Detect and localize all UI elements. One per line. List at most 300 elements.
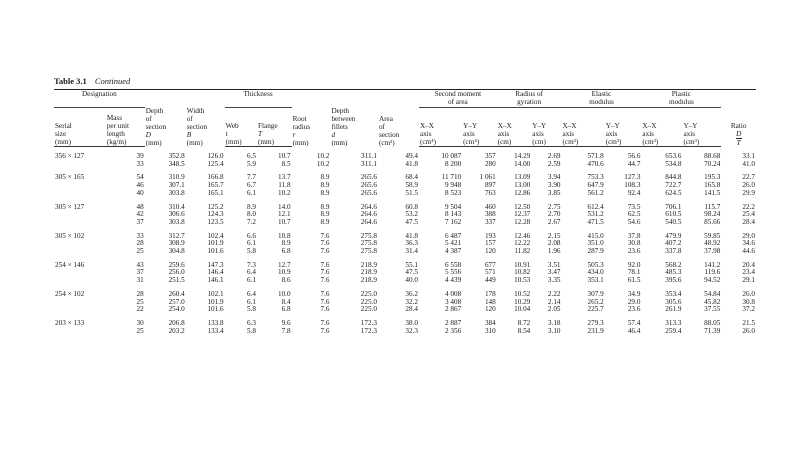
table-cell: 897 [484, 181, 496, 190]
table-cell: 25 [136, 247, 144, 256]
section-properties-table [54, 89, 756, 335]
table-cell: 303.8 [168, 217, 185, 226]
table-cell: 32.3 [405, 326, 418, 335]
table-cell: 307.1 [168, 181, 185, 190]
table-cell: 88.05 [704, 318, 721, 327]
table-cell: 357 [484, 152, 496, 160]
table-cell: 218.9 [360, 276, 377, 285]
table-cell: 108.3 [624, 181, 641, 190]
table-cell: 68.4 [405, 173, 418, 182]
table-cell: 10 087 [441, 152, 462, 160]
table-cell: 2.15 [547, 231, 561, 240]
table-cell: 36.3 [405, 239, 418, 248]
table-cell: 653.6 [665, 152, 682, 160]
table-cell: 6.1 [247, 239, 257, 248]
table-cell: 7.7 [247, 173, 257, 182]
table-cell: 58.9 [405, 181, 418, 190]
table-cell: 203.2 [168, 326, 185, 335]
table-row [54, 256, 756, 270]
table-cell: 2.22 [547, 289, 561, 298]
table-cell: 36.2 [405, 289, 418, 298]
width-header: Width of section B (mm) [186, 90, 225, 147]
serial-size-empty-cell [54, 161, 106, 169]
table-cell: 2.67 [547, 217, 561, 226]
elastic-xx-header: X–X axis (cm³) [562, 108, 605, 147]
table-cell: 44.6 [742, 247, 755, 256]
table-cell: 310 [484, 326, 496, 335]
table-cell: 10.2 [277, 188, 291, 197]
table-cell: 485.3 [665, 268, 682, 277]
table-cell: 5.8 [247, 305, 257, 314]
table-cell: 5.9 [247, 159, 257, 168]
table-cell: 10.04 [514, 305, 531, 314]
table-cell: 1.96 [547, 247, 561, 256]
table-cell: 146.1 [207, 276, 224, 285]
table-cell: 337.8 [665, 247, 682, 256]
table-cell: 6 558 [444, 260, 462, 269]
mass-header: Mass per unit length (kg/m) [106, 108, 145, 147]
table-cell: 311.1 [361, 151, 377, 160]
table-cell: 39 [136, 152, 144, 160]
table-cell: 48.92 [704, 239, 721, 248]
table-cell: 70.24 [704, 159, 721, 168]
table-cell: 92.4 [627, 188, 641, 197]
table-cell: 23.4 [742, 268, 755, 277]
serial-size-empty-cell [54, 182, 106, 190]
table-cell: 534.8 [665, 159, 682, 168]
table-cell: 45.82 [704, 297, 721, 306]
table-cell: 23.6 [627, 305, 641, 314]
table-cell: 133.4 [207, 326, 224, 335]
table-cell: 7.6 [320, 326, 330, 335]
table-row [54, 227, 756, 241]
table-cell: 531.2 [587, 210, 604, 219]
table-cell: 7.6 [320, 231, 330, 240]
table-cell: 3.90 [547, 181, 561, 190]
table-cell: 29.0 [742, 231, 755, 240]
table-cell: 3.47 [547, 268, 561, 277]
table-cell: 33.1 [742, 151, 755, 160]
table-cell: 8.9 [320, 181, 330, 190]
table-cell: 12.86 [514, 188, 531, 197]
table-row [54, 219, 756, 227]
table-cell: 71.39 [704, 326, 721, 335]
table-cell: 13.09 [514, 173, 531, 182]
table-cell: 225.7 [587, 305, 604, 314]
table-cell: 3.51 [547, 260, 561, 269]
table-cell: 568.2 [665, 260, 682, 269]
table-cell: 353.1 [587, 276, 604, 285]
table-cell: 434.0 [587, 268, 604, 277]
table-cell: 30 [136, 318, 144, 327]
table-cell: 115.7 [704, 202, 721, 211]
serial-size-empty-cell [54, 248, 106, 256]
table-cell: 21.5 [742, 318, 755, 327]
table-cell: 8.9 [281, 239, 291, 248]
table-row [54, 147, 756, 161]
serial-size-empty-cell [54, 211, 106, 219]
table-cell: 257.0 [168, 297, 185, 306]
serial-size-header: Serial size (mm) [54, 108, 106, 147]
table-cell: 251.5 [168, 276, 185, 285]
table-cell: 6.8 [281, 247, 291, 256]
table-cell: 60.8 [405, 202, 418, 211]
table-cell: 351.0 [587, 239, 604, 248]
table-cell: 306.6 [168, 210, 185, 219]
table-cell: 225.0 [360, 297, 377, 306]
table-cell: 449 [484, 276, 496, 285]
table-cell: 4 387 [444, 247, 462, 256]
table-cell: 10.7 [277, 217, 291, 226]
serial-size-empty-cell [54, 190, 106, 198]
table-cell: 6.4 [247, 268, 257, 277]
table-cell: 40.0 [405, 276, 418, 285]
table-cell: 120 [484, 247, 496, 256]
table-cell: 146.4 [207, 268, 224, 277]
table-cell: 33 [136, 159, 144, 168]
table-cell: 256.0 [168, 268, 185, 277]
table-cell: 275.8 [360, 239, 377, 248]
table-cell: 647.9 [587, 181, 604, 190]
table-cell: 395.6 [665, 276, 682, 285]
table-cell: 34.9 [627, 289, 641, 298]
table-cell: 8 200 [444, 159, 462, 168]
area-header: Area of section (cm²) [378, 90, 419, 147]
table-cell: 561.2 [587, 188, 604, 197]
serial-size-cell: 305 × 165 [55, 173, 85, 182]
table-cell: 10.82 [514, 268, 531, 277]
table-cell: 305.6 [665, 297, 682, 306]
table-cell: 41.0 [742, 159, 755, 168]
table-cell: 311.1 [361, 159, 377, 168]
table-cell: 10.8 [277, 231, 291, 240]
table-cell: 3.18 [547, 318, 561, 327]
table-cell: 57.4 [627, 318, 641, 327]
table-cell: 141.5 [704, 188, 721, 197]
table-cell: 265.6 [360, 173, 377, 182]
table-cell: 38.0 [405, 318, 418, 327]
table-cell: 12.28 [514, 217, 531, 226]
table-cell: 34.6 [742, 239, 755, 248]
table-cell: 14.29 [514, 152, 531, 160]
plastic-modulus-header: Plastic modulus [641, 90, 721, 108]
table-cell: 8.6 [281, 276, 291, 285]
serial-size-cell: 305 × 102 [55, 231, 85, 240]
table-cell: 264.6 [360, 202, 377, 211]
table-cell: 10.53 [514, 276, 531, 285]
table-cell: 722.7 [665, 181, 682, 190]
table-cell: 31 [136, 276, 144, 285]
table-cell: 46 [136, 181, 144, 190]
table-cell: 2.70 [547, 210, 561, 219]
table-cell: 8 523 [444, 188, 462, 197]
table-cell: 10.29 [514, 297, 531, 306]
table-cell: 9 504 [444, 202, 462, 211]
table-cell: 33 [136, 231, 144, 240]
table-cell: 8.9 [320, 173, 330, 182]
table-cell: 7.3 [247, 260, 257, 269]
table-cell: 101.9 [207, 297, 224, 306]
table-cell: 9 948 [444, 181, 462, 190]
table-cell: 8.54 [517, 326, 531, 335]
table-cell: 5 421 [444, 239, 462, 248]
table-cell: 49.4 [405, 151, 418, 160]
table-cell: 119.6 [704, 268, 721, 277]
table-cell: 7.8 [281, 326, 291, 335]
table-cell: 1 061 [479, 173, 496, 182]
table-cell: 165.1 [207, 188, 224, 197]
table-cell: 7.6 [320, 305, 330, 314]
table-cell: 4 008 [444, 289, 462, 298]
table-cell: 54 [136, 173, 144, 182]
table-cell: 6.4 [247, 289, 257, 298]
table-cell: 28.4 [405, 305, 418, 314]
table-cell: 8.4 [281, 297, 291, 306]
table-cell: 11.82 [514, 247, 531, 256]
table-cell: 26.0 [742, 289, 755, 298]
table-cell: 10.2 [316, 159, 330, 168]
table-cell: 47.5 [405, 217, 418, 226]
table-cell: 571.8 [587, 152, 604, 160]
table-cell: 42 [136, 210, 144, 219]
table-row [54, 161, 756, 169]
table-cell: 6.1 [247, 188, 257, 197]
second-moment-yy-header: Y–Y axis (cm⁴) [462, 108, 497, 147]
table-cell: 37.55 [704, 305, 721, 314]
table-cell: 166.8 [207, 173, 224, 182]
table-caption [54, 76, 756, 86]
table-cell: 101.6 [207, 305, 224, 314]
table-cell: 11.8 [278, 181, 291, 190]
table-cell: 471.5 [587, 217, 604, 226]
table-cell: 260.4 [168, 289, 185, 298]
table-cell: 98.24 [704, 210, 721, 219]
table-cell: 2.69 [547, 152, 561, 160]
web-header: Web t (mm) [225, 108, 257, 147]
table-cell: 32.2 [405, 297, 418, 306]
table-cell: 157 [484, 239, 496, 248]
table-cell: 337 [484, 217, 496, 226]
table-cell: 10.9 [277, 268, 291, 277]
ratio-header: Ratio D T [721, 90, 756, 147]
second-moment-xx-header: X–X axis (cm⁴) [419, 108, 462, 147]
table-cell: 4 439 [444, 276, 462, 285]
table-cell: 7.6 [320, 318, 330, 327]
table-cell: 2.75 [547, 202, 561, 211]
table-cell: 265.6 [360, 181, 377, 190]
table-cell: 178 [484, 289, 496, 298]
table-cell: 14.00 [514, 159, 531, 168]
table-cell: 10.91 [514, 260, 531, 269]
table-cell: 37.2 [742, 305, 755, 314]
table-cell: 7.6 [320, 276, 330, 285]
table-cell: 2.05 [547, 305, 561, 314]
table-cell: 310.9 [168, 173, 185, 182]
table-cell: 5.8 [247, 326, 257, 335]
table-cell: 479.9 [665, 231, 682, 240]
table-cell: 225.0 [360, 305, 377, 314]
table-cell: 31.4 [405, 247, 418, 256]
elastic-modulus-header: Elastic modulus [562, 90, 642, 108]
serial-size-cell: 356 × 127 [55, 152, 85, 160]
serial-size-cell: 203 × 133 [55, 318, 85, 327]
table-cell: 231.9 [587, 326, 604, 335]
table-cell: 28.4 [742, 217, 755, 226]
table-cell: 29.0 [627, 297, 641, 306]
table-subtitle: Continued [94, 76, 131, 86]
table-cell: 303.8 [168, 188, 185, 197]
table-cell: 5.8 [247, 247, 257, 256]
table-row [54, 285, 756, 299]
table-cell: 8.9 [320, 188, 330, 197]
serial-size-empty-cell [54, 269, 106, 277]
root-radius-header: Root radius r (mm) [292, 90, 331, 147]
table-cell: 384 [484, 318, 496, 327]
depth-header: Depth of section D (mm) [145, 90, 186, 147]
table-cell: 30.8 [627, 239, 641, 248]
table-cell: 3 408 [444, 297, 462, 306]
table-cell: 6.5 [247, 152, 257, 160]
table-cell: 47.5 [405, 268, 418, 277]
table-cell: 460 [484, 202, 496, 211]
table-cell: 6.1 [247, 297, 257, 306]
table-cell: 218.9 [360, 268, 377, 277]
table-cell: 280 [484, 159, 496, 168]
table-cell: 41.8 [405, 159, 418, 168]
table-cell: 25 [136, 326, 144, 335]
table-cell: 7.6 [320, 268, 330, 277]
serial-size-empty-cell [54, 306, 106, 314]
table-cell: 40 [136, 188, 144, 197]
table-cell: 415.0 [587, 231, 604, 240]
table-cell: 59.85 [704, 231, 721, 240]
table-cell: 218.9 [360, 260, 377, 269]
table-cell: 259.6 [168, 260, 185, 269]
table-cell: 8.72 [517, 318, 531, 327]
table-cell: 352.8 [168, 151, 185, 160]
table-cell: 13.00 [514, 181, 531, 190]
table-row [54, 168, 756, 182]
table-cell: 8 143 [444, 210, 462, 219]
flange-header: Flange T (mm) [257, 108, 292, 147]
table-cell: 6.6 [247, 231, 257, 240]
table-row [54, 328, 756, 336]
table-cell: 254.0 [168, 305, 185, 314]
serial-size-cell: 305 × 127 [55, 202, 85, 211]
table-cell: 7.6 [320, 260, 330, 269]
table-cell: 22 [136, 305, 144, 314]
table-cell: 259.4 [665, 326, 682, 335]
table-cell: 6.7 [247, 181, 257, 190]
table-cell: 310.4 [168, 202, 185, 211]
gyration-yy-header: Y–Y axis (cm) [531, 108, 561, 147]
table-cell: 313.3 [665, 318, 682, 327]
table-cell: 46.4 [627, 326, 641, 335]
table-cell: 540.5 [665, 217, 682, 226]
table-cell: 8.9 [320, 210, 330, 219]
table-cell: 304.8 [168, 247, 185, 256]
table-cell: 29.9 [742, 188, 755, 197]
second-moment-header: Second moment of area [419, 90, 497, 108]
table-cell: 12.46 [514, 231, 531, 240]
table-cell: 348.5 [168, 159, 185, 168]
serial-size-cell: 254 × 146 [55, 260, 85, 269]
designation-header: Designation [54, 90, 145, 108]
table-cell: 25 [136, 297, 144, 306]
table-cell: 125.2 [207, 202, 224, 211]
table-cell: 101.9 [207, 239, 224, 248]
table-cell: 56.6 [627, 152, 641, 160]
table-cell: 287.9 [587, 247, 604, 256]
table-cell: 14.0 [277, 202, 291, 211]
table-cell: 127.3 [624, 173, 641, 182]
table-cell: 6.8 [281, 305, 291, 314]
table-cell: 88.68 [704, 152, 721, 160]
table-cell: 102.4 [207, 231, 224, 240]
table-cell: 126.0 [207, 151, 224, 160]
table-cell: 8.9 [247, 202, 257, 211]
table-row [54, 306, 756, 314]
table-cell: 225.0 [360, 289, 377, 298]
table-cell: 92.0 [627, 260, 641, 269]
table-cell: 2 887 [444, 318, 462, 327]
table-cell: 172.3 [360, 326, 377, 335]
table-cell: 388 [484, 210, 496, 219]
table-cell: 624.5 [665, 188, 682, 197]
table-cell: 43 [136, 260, 144, 269]
table-cell: 133.8 [207, 318, 224, 327]
table-cell: 7.6 [320, 289, 330, 298]
table-cell: 5 556 [444, 268, 462, 277]
table-cell: 275.8 [360, 247, 377, 256]
elastic-yy-header: Y–Y axis (cm³) [605, 108, 642, 147]
table-cell: 37.98 [704, 247, 721, 256]
table-cell: 13.7 [277, 173, 291, 182]
table-cell: 123.5 [207, 217, 224, 226]
serial-size-empty-cell [54, 299, 106, 307]
table-cell: 12.7 [277, 260, 291, 269]
table-cell: 612.4 [587, 202, 604, 211]
table-cell: 3.10 [547, 326, 561, 335]
table-cell: 2 356 [444, 326, 462, 335]
table-cell: 7.6 [320, 239, 330, 248]
table-row [54, 248, 756, 256]
table-row [54, 277, 756, 285]
table-cell: 265.2 [587, 297, 604, 306]
plastic-yy-header: Y–Y axis (cm³) [682, 108, 721, 147]
depth-fillets-header: Depth between fillets d (mm) [330, 90, 378, 147]
table-cell: 37 [136, 217, 144, 226]
table-cell: 26.0 [742, 181, 755, 190]
table-cell: 73.5 [627, 202, 641, 211]
table-cell: 48 [136, 202, 144, 211]
table-cell: 78.1 [627, 268, 641, 277]
thickness-header: Thickness [225, 90, 292, 108]
gyration-xx-header: X–X axis (cm) [497, 108, 532, 147]
table-cell: 2.08 [547, 239, 561, 248]
table-cell: 353.4 [665, 289, 682, 298]
table-cell: 20.4 [742, 260, 755, 269]
table-cell: 10.7 [277, 152, 291, 160]
table-cell: 28 [136, 289, 144, 298]
table-cell: 706.1 [665, 202, 682, 211]
table-row [54, 198, 756, 212]
table-cell: 470.6 [587, 159, 604, 168]
table-cell: 261.9 [665, 305, 682, 314]
table-cell: 55.1 [405, 260, 418, 269]
table-cell: 265.6 [360, 188, 377, 197]
serial-size-empty-cell [54, 277, 106, 285]
